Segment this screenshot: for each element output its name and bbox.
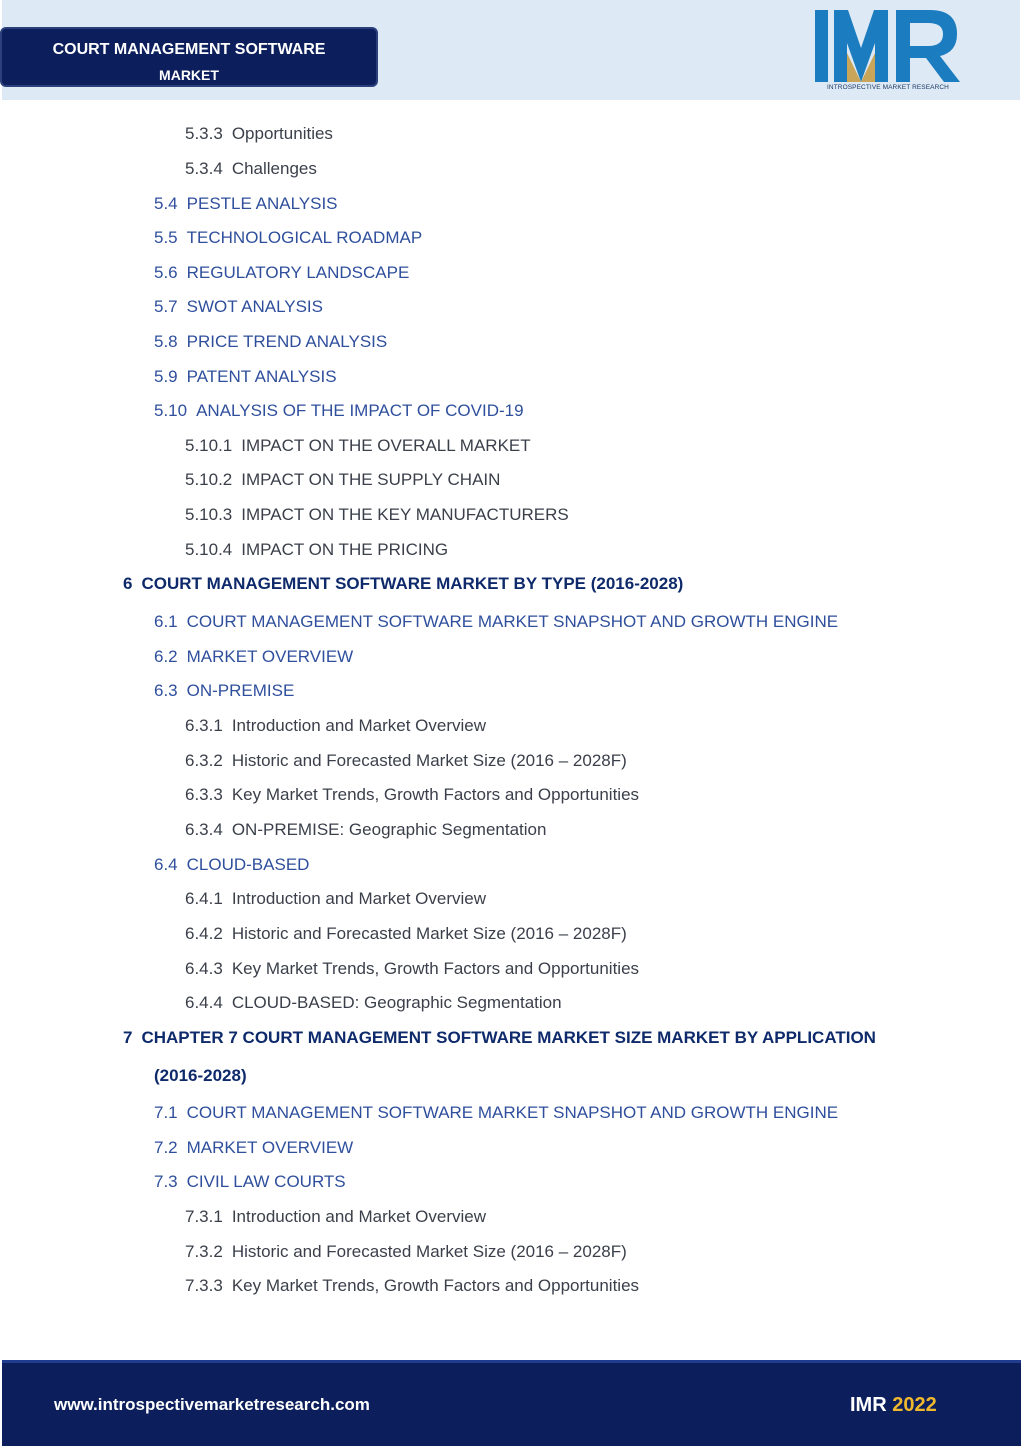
toc-entry-5-9[interactable] xyxy=(154,367,337,387)
toc-entry-title: Challenges xyxy=(231,159,317,178)
toc-entry-number: 6.4.2 xyxy=(185,924,223,943)
toc-entry-7-3[interactable] xyxy=(154,1172,346,1192)
toc-entry-5-10-1[interactable] xyxy=(185,436,531,456)
toc-entry-6-4-1[interactable] xyxy=(185,889,486,909)
toc-entry-title: CIVIL LAW COURTS xyxy=(186,1172,346,1191)
toc-entry-number: 7.3.2 xyxy=(185,1242,223,1261)
toc-entry-number: 6.3.2 xyxy=(185,751,223,770)
toc-entry-number: 5.10.2 xyxy=(185,470,233,489)
toc-entry-number: 5.3.4 xyxy=(185,159,223,178)
toc-entry-6-2[interactable] xyxy=(154,647,353,667)
toc-entry-5-3-3[interactable] xyxy=(185,124,333,144)
toc-entry-number: 6.1 xyxy=(154,612,178,631)
toc-entry-title: Opportunities xyxy=(231,124,333,143)
toc-entry-6-3-4[interactable] xyxy=(185,820,546,840)
footer-brand xyxy=(850,1394,937,1417)
toc-entry-5-8[interactable] xyxy=(154,332,387,352)
toc-entry-title: COURT MANAGEMENT SOFTWARE MARKET SNAPSHOT AND GROWTH ENGINE xyxy=(186,1103,839,1122)
toc-entry-number: 7.1 xyxy=(154,1103,178,1122)
footer-year: 2022 xyxy=(892,1394,937,1416)
toc-entry-title: MARKET OVERVIEW xyxy=(186,647,354,666)
toc-entry-6-3-3[interactable] xyxy=(185,785,639,805)
toc-entry-6-4-3[interactable] xyxy=(185,959,639,979)
toc-entry-number: 6.4.1 xyxy=(185,889,223,908)
toc-entry-title: ON-PREMISE: Geographic Segmentation xyxy=(231,820,547,839)
toc-entry-number: 5.7 xyxy=(154,297,178,316)
footer-url[interactable]: www.introspectivemarketresearch.com xyxy=(54,1395,370,1414)
toc-entry-number: 6.3 xyxy=(154,681,178,700)
toc-entry-5-6[interactable] xyxy=(154,263,409,283)
toc-entry-5-10-3[interactable] xyxy=(185,505,569,525)
toc-entry-7-1[interactable] xyxy=(154,1103,838,1123)
toc-entry-number: 7.3 xyxy=(154,1172,178,1191)
toc-entry-continuation[interactable]: (2016-2028) xyxy=(154,1066,247,1085)
toc-entry-title: Historic and Forecasted Market Size (2016 – 2028F) xyxy=(231,751,627,770)
toc-entry-6-4-4[interactable] xyxy=(185,993,562,1013)
toc-entry-title: IMPACT ON THE KEY MANUFACTURERS xyxy=(241,505,569,524)
toc-entry-title: Historic and Forecasted Market Size (2016 – 2028F) xyxy=(231,924,627,943)
toc-entry-title: ANALYSIS OF THE IMPACT OF COVID-19 xyxy=(196,401,524,420)
toc-entry-7-2[interactable] xyxy=(154,1138,353,1158)
toc-entry-5-10[interactable] xyxy=(154,401,524,421)
toc-entry-7-3-1[interactable] xyxy=(185,1207,486,1227)
toc-entry-5-3-4[interactable] xyxy=(185,159,317,179)
toc-entry-title: Introduction and Market Overview xyxy=(231,716,486,735)
toc-entry-number: 5.3.3 xyxy=(185,124,223,143)
toc-entry-title: PATENT ANALYSIS xyxy=(186,367,337,386)
toc-entry-title: Key Market Trends, Growth Factors and Opportunities xyxy=(231,959,640,978)
toc-entry-title: CLOUD-BASED xyxy=(186,855,310,874)
toc-entry-title: CLOUD-BASED: Geographic Segmentation xyxy=(231,993,562,1012)
toc-entry-6[interactable] xyxy=(123,574,683,594)
toc-entry-number: 5.5 xyxy=(154,228,178,247)
toc-entry-5-5[interactable] xyxy=(154,228,422,248)
toc-entry-title: PESTLE ANALYSIS xyxy=(186,194,338,213)
toc-entry-title: REGULATORY LANDSCAPE xyxy=(186,263,410,282)
toc-entry-title: Key Market Trends, Growth Factors and Opportunities xyxy=(231,785,640,804)
toc-entry-7-3-3[interactable] xyxy=(185,1276,639,1296)
toc-entry-number: 6.4 xyxy=(154,855,178,874)
toc-entry-number: 6.3.1 xyxy=(185,716,223,735)
toc-entry-number: 5.8 xyxy=(154,332,178,351)
toc-entry-number: 5.10.1 xyxy=(185,436,233,455)
toc-entry-title: COURT MANAGEMENT SOFTWARE MARKET BY TYPE (2016-2028) xyxy=(141,574,684,593)
toc-entry-number: 6.4.3 xyxy=(185,959,223,978)
report-title-line2: MARKET xyxy=(159,67,219,83)
toc-entry-number: 5.4 xyxy=(154,194,178,213)
toc-entry-title: COURT MANAGEMENT SOFTWARE MARKET SNAPSHOT AND GROWTH ENGINE xyxy=(186,612,839,631)
toc-entry-6-3-1[interactable] xyxy=(185,716,486,736)
toc-entry-6-3-2[interactable] xyxy=(185,751,627,771)
toc-entry-number: 6.2 xyxy=(154,647,178,666)
toc-entry-5-10-2[interactable] xyxy=(185,470,500,490)
toc-entry-7-3-2[interactable] xyxy=(185,1242,627,1262)
toc-entry-title: IMPACT ON THE OVERALL MARKET xyxy=(241,436,531,455)
toc-entry-title: Historic and Forecasted Market Size (2016 – 2028F) xyxy=(231,1242,627,1261)
toc-entry-6-3[interactable] xyxy=(154,681,294,701)
toc-entry-number: 5.6 xyxy=(154,263,178,282)
toc-entry-title: SWOT ANALYSIS xyxy=(186,297,323,316)
logo-subtitle: INTROSPECTIVE MARKET RESEARCH xyxy=(827,84,949,91)
toc-entry-5-10-4[interactable] xyxy=(185,540,448,560)
toc-entry-title: Key Market Trends, Growth Factors and Opportunities xyxy=(231,1276,640,1295)
toc-entry-title: ON-PREMISE xyxy=(186,681,295,700)
toc-entry-title: IMPACT ON THE SUPPLY CHAIN xyxy=(241,470,501,489)
toc-entry-number: 5.10.3 xyxy=(185,505,233,524)
footer-bar xyxy=(2,1360,1021,1446)
toc-entry-title: TECHNOLOGICAL ROADMAP xyxy=(186,228,423,247)
toc-entry-6-4-2[interactable] xyxy=(185,924,627,944)
toc-entry-5-4[interactable] xyxy=(154,194,338,214)
toc-entry-5-7[interactable] xyxy=(154,297,323,317)
toc-entry-title: Introduction and Market Overview xyxy=(231,1207,486,1226)
toc-entry-6-4[interactable] xyxy=(154,855,309,875)
toc-entry-number: 5.9 xyxy=(154,367,178,386)
toc-entry-number: 6 xyxy=(123,574,133,593)
toc-entry-title: MARKET OVERVIEW xyxy=(186,1138,354,1157)
toc-entry-number: 7.3.1 xyxy=(185,1207,223,1226)
toc-entry-number: 7.3.3 xyxy=(185,1276,223,1295)
toc-entry-number: 6.3.3 xyxy=(185,785,223,804)
toc-entry-title: PRICE TREND ANALYSIS xyxy=(186,332,388,351)
footer-brand-name: IMR xyxy=(850,1394,887,1416)
toc-entry-number: 5.10.4 xyxy=(185,540,233,559)
toc-entry-title: IMPACT ON THE PRICING xyxy=(241,540,449,559)
toc-entry-number: 7.2 xyxy=(154,1138,178,1157)
toc-entry-title: Introduction and Market Overview xyxy=(231,889,486,908)
report-title-box xyxy=(0,27,378,87)
toc-entry-title: CHAPTER 7 COURT MANAGEMENT SOFTWARE MARKET SIZE MARKET BY APPLICATION xyxy=(141,1028,876,1047)
toc-entry-number: 6.3.4 xyxy=(185,820,223,839)
toc-entry-number: 5.10 xyxy=(154,401,188,420)
toc-entry-7[interactable] xyxy=(123,1028,876,1048)
report-title-line1: COURT MANAGEMENT SOFTWARE xyxy=(52,41,326,58)
toc-entry-number: 7 xyxy=(123,1028,133,1047)
toc-entry-number: 6.4.4 xyxy=(185,993,223,1012)
toc-entry-6-1[interactable] xyxy=(154,612,838,632)
